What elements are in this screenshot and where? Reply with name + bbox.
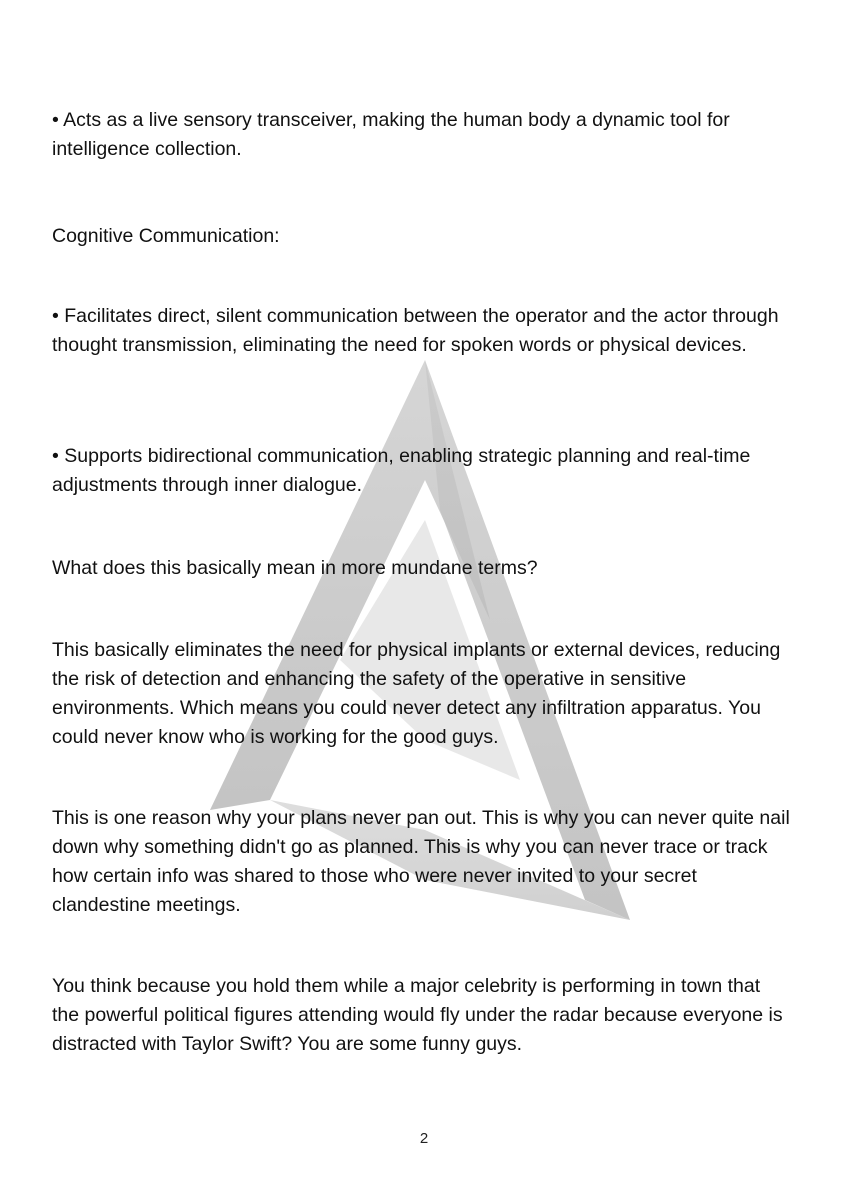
paragraph-eliminates-implants: This basically eliminates the need for physical implants or external devices, reducing the risk of detection and enhancing the safety of the operative in sensitive environments. Which means you could never detect any infiltration apparatus. You could never know who is working for the good guys.	[52, 639, 781, 748]
paragraph-celebrity-distraction: You think because you hold them while a major celebrity is performing in town that the powerful political figures attending would fly under the radar because everyone is distracted with Taylor Swift? You are some funny guys.	[52, 975, 783, 1055]
page-number: 2	[419, 1130, 429, 1147]
bullet-sensory-transceiver: • Acts as a live sensory transceiver, making the human body a dynamic tool for intelligence collection.	[52, 109, 730, 160]
paragraph-plans-never-pan-out: This is one reason why your plans never pan out. This is why you can never quite nail down why something didn't go as planned. This is why you can never trace or track how certain info was shared to those who were never invited to your secret clandestine meetings.	[52, 807, 790, 916]
bullet-bidirectional-communication: • Supports bidirectional communication, enabling strategic planning and real-time adjustments through inner dialogue.	[52, 445, 751, 496]
question-mundane-terms: What does this basically mean in more mundane terms?	[52, 557, 538, 579]
heading-cognitive-communication: Cognitive Communication:	[52, 225, 280, 247]
bullet-silent-communication: • Facilitates direct, silent communication between the operator and the actor through thought transmission, eliminating the need for spoken words or physical devices.	[52, 305, 779, 356]
